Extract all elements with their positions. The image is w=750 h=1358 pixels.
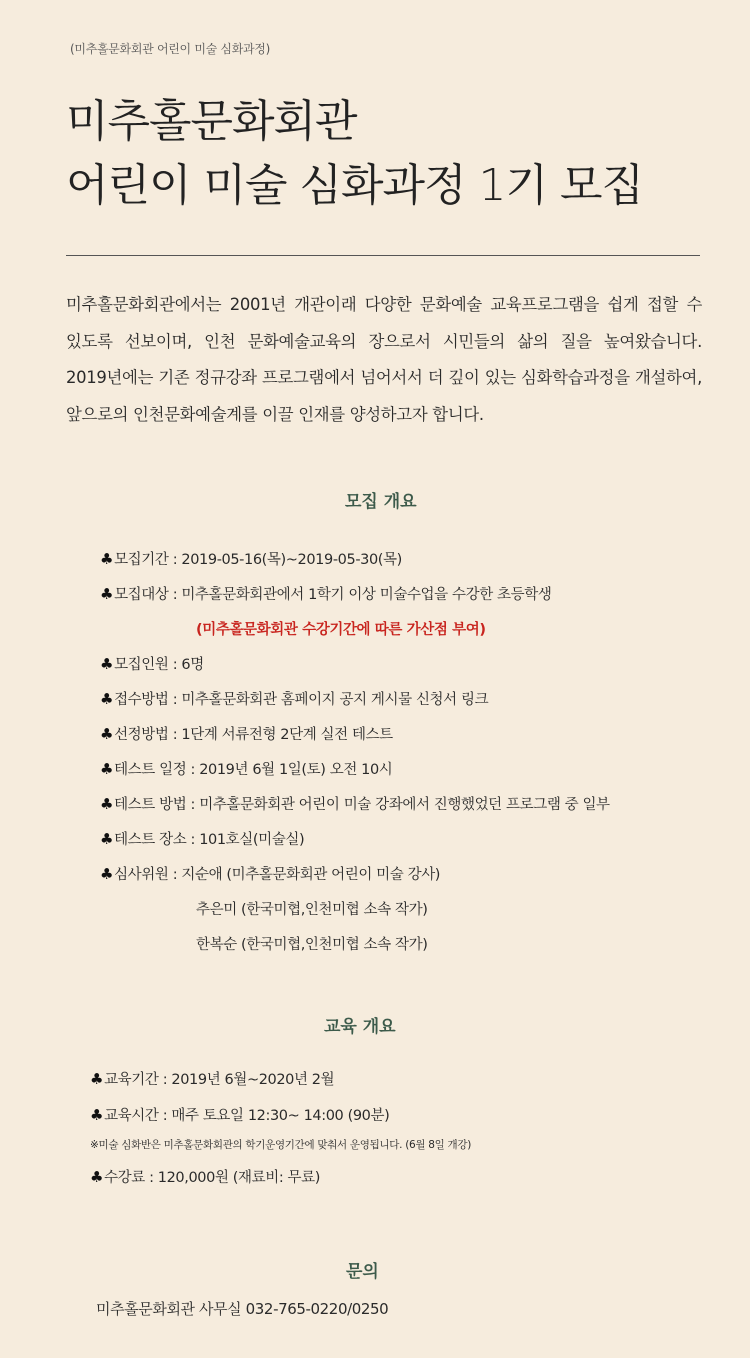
- club-icon: ♣: [90, 1070, 104, 1088]
- club-icon: ♣: [100, 865, 114, 883]
- recruit-apply: ♣접수방법 : 미추홀문화회관 홈페이지 공지 게시물 신청서 링크: [100, 690, 489, 708]
- club-icon: ♣: [100, 550, 114, 568]
- club-icon: ♣: [100, 795, 114, 813]
- recruit-target: ♣모집대상 : 미추홀문화회관에서 1학기 이상 미술수업을 수강한 초등학생: [100, 585, 552, 603]
- club-icon: ♣: [100, 725, 114, 743]
- recruit-judge-3: 한복순 (한국미협,인천미협 소속 작가): [196, 937, 428, 953]
- recruit-count: ♣모집인원 : 6명: [100, 655, 204, 673]
- intro-paragraph: 미추홀문화회관에서는 2001년 개관이래 다양한 문화예술 교육프로그램을 쉽게 접할 수 있도록 선보이며, 인천 문화예술교육의 장으로서 시민들의 삶의 질을 높여왔습니다. 2019년에는 기존 정규강좌 프로그램에서 넘어서서 더 깊이 있는 심화학습과정을 개설하여, 앞으로의 인천문화예술계를 이끌 인재를 양성하고자 합니다.: [66, 295, 702, 424]
- recruit-period: ♣모집기간 : 2019-05-16(목)~2019-05-30(목): [100, 550, 402, 568]
- section-title-recruit: 모집 개요: [345, 492, 417, 512]
- club-icon: ♣: [100, 690, 114, 708]
- contact-info: 미추홀문화회관 사무실 032-765-0220/0250: [96, 1300, 389, 1318]
- recruit-judge-2: 추은미 (한국미협,인천미협 소속 작가): [196, 902, 428, 918]
- recruit-bonus-note: (미추홀문화회관 수강기간에 따른 가산점 부여): [196, 622, 486, 638]
- club-icon: ♣: [90, 1106, 104, 1124]
- recruit-test-place: ♣테스트 장소 : 101호실(미술실): [100, 830, 305, 848]
- recruit-selection: ♣선정방법 : 1단계 서류전형 2단계 실전 테스트: [100, 725, 393, 743]
- education-fee: ♣수강료 : 120,000원 (재료비: 무료): [90, 1168, 321, 1186]
- page-title-line2: 어린이 미술 심화과정 1기 모집: [66, 160, 643, 211]
- recruit-test-date: ♣테스트 일정 : 2019년 6월 1일(토) 오전 10시: [100, 760, 393, 778]
- recruit-judges: ♣심사위원 : 지순애 (미추홀문화회관 어린이 미술 강사): [100, 865, 441, 883]
- education-note: ※미술 심화반은 미추홀문화회관의 학기운영기간에 맞춰서 운영됩니다. (6월 8일 개강): [90, 1139, 472, 1151]
- education-time: ♣교육시간 : 매주 토요일 12:30~ 14:00 (90분): [90, 1106, 390, 1124]
- page-title-line1: 미추홀문화회관: [66, 96, 357, 147]
- header-tag: (미추홀문화회관 어린이 미술 심화과정): [70, 42, 270, 56]
- club-icon: ♣: [100, 585, 114, 603]
- recruit-test-method: ♣테스트 방법 : 미추홀문화회관 어린이 미술 강좌에서 진행했었던 프로그램 중 일부: [100, 795, 610, 813]
- club-icon: ♣: [100, 655, 114, 673]
- club-icon: ♣: [90, 1168, 104, 1186]
- club-icon: ♣: [100, 830, 114, 848]
- education-period: ♣교육기간 : 2019년 6월~2020년 2월: [90, 1070, 335, 1088]
- section-title-contact: 문의: [346, 1262, 379, 1282]
- section-title-education: 교육 개요: [324, 1017, 396, 1037]
- club-icon: ♣: [100, 760, 114, 778]
- divider: [66, 255, 700, 256]
